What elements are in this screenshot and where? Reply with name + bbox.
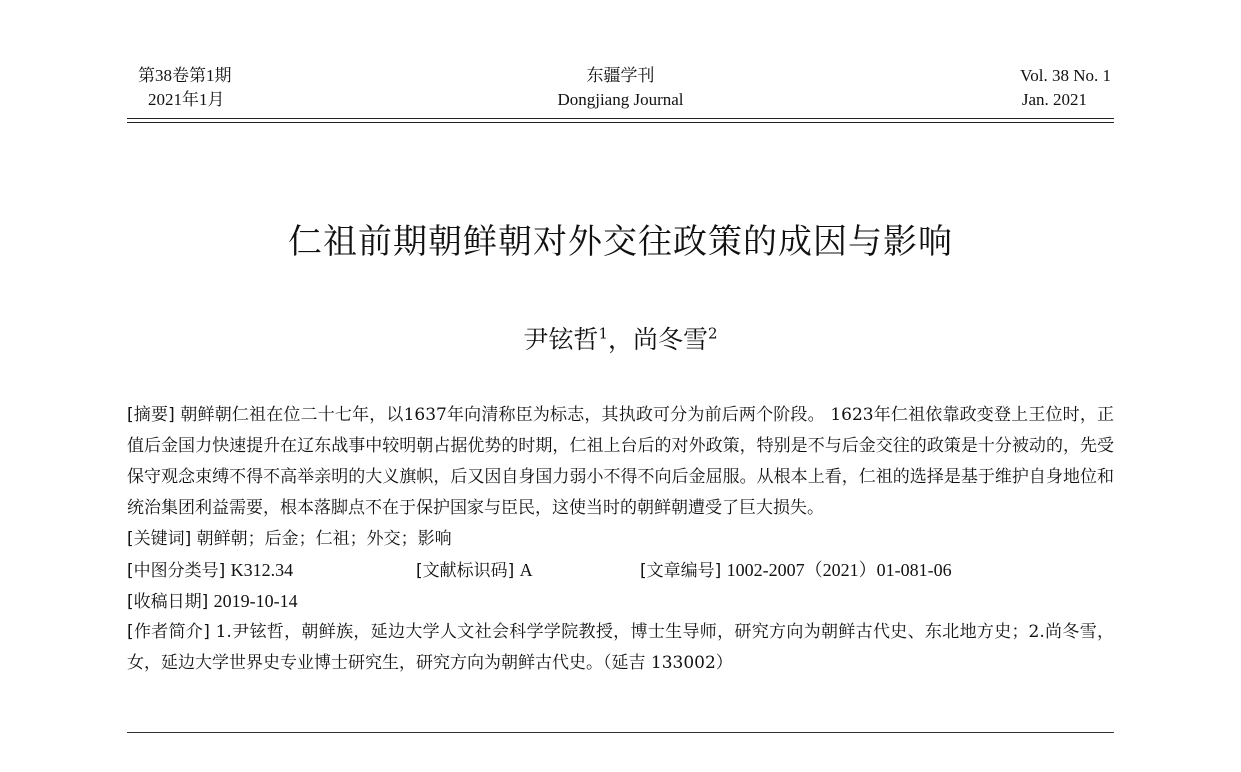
publish-date: 2021年1月: [148, 90, 225, 109]
article-number-label: [文章编号]: [640, 561, 722, 581]
clc-value: K312.34: [230, 560, 294, 580]
received-date: [127, 586, 1114, 617]
received-label: [收稿日期]: [127, 592, 209, 612]
paper-title: 仁祖前期朝鲜朝对外交往政策的成因与影响: [288, 222, 953, 262]
keywords-label: [关键词]: [127, 529, 192, 549]
author-1: 尹铉哲: [523, 325, 599, 354]
abstract-label: [摘要]: [127, 405, 175, 425]
classification-row: [127, 555, 1114, 586]
author-intro-label: [作者简介]: [127, 622, 210, 642]
keywords-text: 朝鲜朝；后金；仁祖；外交；影响: [196, 529, 452, 549]
header-divider: [127, 118, 1114, 123]
keywords: [127, 524, 1114, 555]
volume-number-en: Vol. 38 No. 1: [1020, 66, 1111, 85]
author-1-affiliation: 1: [598, 324, 608, 343]
author-separator: ，: [607, 325, 633, 354]
journal-volume-en: [1020, 64, 1111, 112]
author-2: 尚冬雪: [633, 325, 709, 354]
doc-code-value: A: [519, 560, 533, 580]
journal-name-cn: 东疆学刊: [586, 66, 655, 85]
author-line: [0, 320, 1241, 356]
author-intro: [127, 617, 1114, 679]
received-value: 2019-10-14: [213, 591, 298, 611]
journal-name-en: Dongjiang Journal: [557, 90, 684, 109]
clc-label: [中图分类号]: [127, 561, 226, 581]
front-matter: [127, 400, 1114, 679]
author-2-affiliation: 2: [708, 324, 718, 343]
article-number-value: 1002-2007（2021）01-081-06: [726, 560, 952, 580]
volume-issue: 第38卷第1期: [138, 66, 232, 85]
doc-code-label: [文献标识码]: [416, 561, 515, 581]
publish-date-en: Jan. 2021: [1021, 90, 1087, 109]
abstract-text: 朝鲜朝仁祖在位二十七年，以1637年向清称臣为标志，其执政可分为前后两个阶段。 1623年仁祖依靠政变登上王位时，正值后金国力快速提升在辽东战事中较明朝占据优势的时期，仁祖上台后的对外政策，特别是不与后金交往的政策是十分被动的，先受保守观念束缚不得不高举亲明的大义旗帜，后又因自身国力弱小不得不向后金屈服。从根本上看，仁祖的选择是基于维护自身地位和统治集团利益需要，根本落脚点不在于保护国家与臣民，这使当时的朝鲜朝遭受了巨大损失。: [127, 405, 1114, 518]
footer-divider: [127, 732, 1114, 733]
abstract: [127, 400, 1114, 524]
author-intro-text: 1.尹铉哲，朝鲜族，延边大学人文社会科学学院教授，博士生导师，研究方向为朝鲜古代史、东北地方史；2.尚冬雪，女，延边大学世界史专业博士研究生，研究方向为朝鲜古代史。（延吉 133002）: [127, 622, 1115, 673]
